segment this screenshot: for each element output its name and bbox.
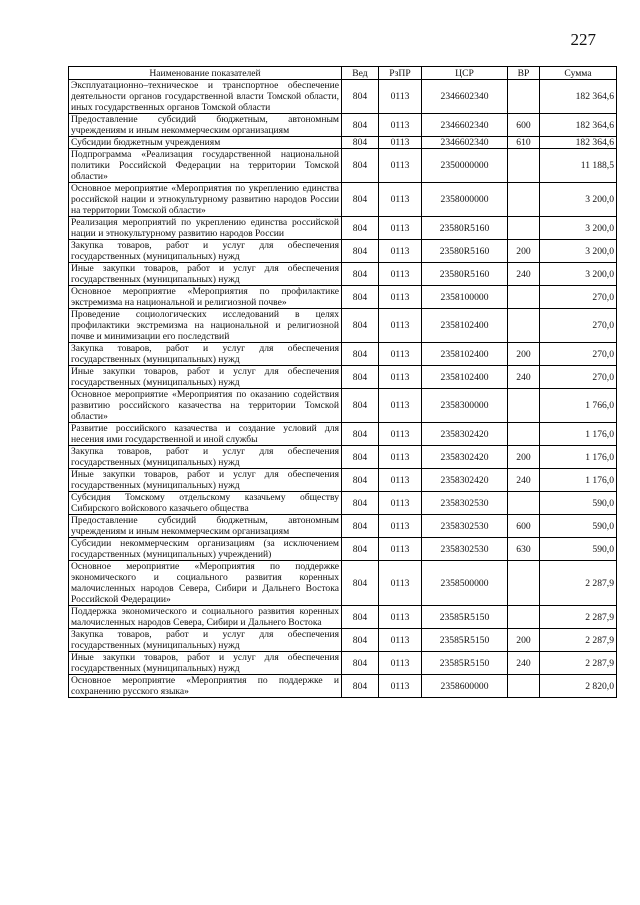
cell-csr: 2358102400 [422, 366, 508, 389]
cell-name: Основное мероприятие «Мероприятия по оказанию содействия развитию российского казачества на территории Томской области» [69, 389, 342, 423]
cell-vr: 200 [508, 240, 540, 263]
cell-ved: 804 [342, 217, 379, 240]
cell-vr [508, 80, 540, 114]
cell-ved: 804 [342, 149, 379, 183]
cell-vr: 610 [508, 137, 540, 149]
cell-rzpr: 0113 [379, 538, 422, 561]
cell-vr: 240 [508, 652, 540, 675]
cell-ved: 804 [342, 114, 379, 137]
cell-csr: 23580R5160 [422, 240, 508, 263]
cell-sum: 2 287,9 [540, 561, 617, 606]
table-row [69, 80, 617, 114]
cell-ved: 804 [342, 286, 379, 309]
cell-rzpr: 0113 [379, 469, 422, 492]
cell-name: Основное мероприятие «Мероприятия по поддержке и сохранению русского языка» [69, 675, 342, 698]
page-number: 227 [570, 30, 596, 49]
cell-csr: 2358000000 [422, 183, 508, 217]
cell-rzpr: 0113 [379, 561, 422, 606]
cell-vr [508, 309, 540, 343]
cell-rzpr: 0113 [379, 652, 422, 675]
cell-csr: 23585R5150 [422, 606, 508, 629]
cell-sum: 270,0 [540, 366, 617, 389]
cell-vr [508, 389, 540, 423]
table-row [69, 309, 617, 343]
cell-ved: 804 [342, 446, 379, 469]
cell-sum: 270,0 [540, 286, 617, 309]
cell-rzpr: 0113 [379, 263, 422, 286]
table-row [69, 652, 617, 675]
cell-sum: 270,0 [540, 343, 617, 366]
cell-name: Предоставление субсидий бюджетным, автономным учреждениям и иным некоммерческим организациям [69, 515, 342, 538]
cell-ved: 804 [342, 423, 379, 446]
cell-name: Поддержка экономического и социального развития коренных малочисленных народов Севера, Сибири и Дальнего Востока [69, 606, 342, 629]
cell-rzpr: 0113 [379, 343, 422, 366]
cell-sum: 182 364,6 [540, 137, 617, 149]
cell-vr [508, 423, 540, 446]
cell-vr: 200 [508, 343, 540, 366]
table-row [69, 423, 617, 446]
cell-csr: 23580R5160 [422, 217, 508, 240]
cell-ved: 804 [342, 366, 379, 389]
cell-rzpr: 0113 [379, 675, 422, 698]
cell-vr [508, 149, 540, 183]
cell-ved: 804 [342, 309, 379, 343]
table-row [69, 183, 617, 217]
table-row [69, 240, 617, 263]
table-row [69, 286, 617, 309]
cell-sum: 3 200,0 [540, 217, 617, 240]
cell-sum: 11 188,5 [540, 149, 617, 183]
cell-sum: 182 364,6 [540, 80, 617, 114]
cell-rzpr: 0113 [379, 629, 422, 652]
cell-vr: 200 [508, 629, 540, 652]
cell-ved: 804 [342, 343, 379, 366]
cell-ved: 804 [342, 492, 379, 515]
cell-sum: 3 200,0 [540, 183, 617, 217]
cell-sum: 182 364,6 [540, 114, 617, 137]
cell-csr: 2358302420 [422, 469, 508, 492]
cell-sum: 2 287,9 [540, 652, 617, 675]
cell-vr [508, 606, 540, 629]
table-row [69, 149, 617, 183]
cell-rzpr: 0113 [379, 366, 422, 389]
cell-sum: 1 176,0 [540, 423, 617, 446]
cell-vr [508, 675, 540, 698]
cell-vr: 630 [508, 538, 540, 561]
table-header-row [69, 67, 617, 80]
header-rzpr: РзПР [379, 67, 422, 80]
cell-rzpr: 0113 [379, 309, 422, 343]
cell-rzpr: 0113 [379, 217, 422, 240]
cell-ved: 804 [342, 469, 379, 492]
cell-name: Предоставление субсидий бюджетным, автономным учреждениям и иным некоммерческим организациям [69, 114, 342, 137]
cell-name: Развитие российского казачества и создание условий для несения ими государственной и иной службы [69, 423, 342, 446]
cell-name: Иные закупки товаров, работ и услуг для обеспечения государственных (муниципальных) нужд [69, 366, 342, 389]
cell-rzpr: 0113 [379, 606, 422, 629]
cell-rzpr: 0113 [379, 389, 422, 423]
table-row [69, 137, 617, 149]
cell-name: Подпрограмма «Реализация государственной национальной политики Российской Федерации на территории Томской области» [69, 149, 342, 183]
table-row [69, 469, 617, 492]
cell-rzpr: 0113 [379, 80, 422, 114]
table-row [69, 606, 617, 629]
cell-ved: 804 [342, 561, 379, 606]
table-row [69, 389, 617, 423]
cell-csr: 2358302420 [422, 446, 508, 469]
cell-sum: 1 766,0 [540, 389, 617, 423]
cell-name: Закупка товаров, работ и услуг для обеспечения государственных (муниципальных) нужд [69, 343, 342, 366]
cell-csr: 2358302530 [422, 515, 508, 538]
cell-csr: 2358302530 [422, 538, 508, 561]
cell-vr: 240 [508, 263, 540, 286]
table-row [69, 675, 617, 698]
cell-sum: 270,0 [540, 309, 617, 343]
cell-rzpr: 0113 [379, 114, 422, 137]
cell-ved: 804 [342, 263, 379, 286]
table-row [69, 538, 617, 561]
cell-vr [508, 183, 540, 217]
cell-name: Проведение социологических исследований в целях профилактики экстремизма на национальной и религиозной почве и минимизации его последствий [69, 309, 342, 343]
cell-name: Субсидии бюджетным учреждениям [69, 137, 342, 149]
cell-sum: 590,0 [540, 538, 617, 561]
cell-csr: 2358302420 [422, 423, 508, 446]
cell-name: Иные закупки товаров, работ и услуг для обеспечения государственных (муниципальных) нужд [69, 469, 342, 492]
cell-csr: 23585R5150 [422, 652, 508, 675]
cell-sum: 1 176,0 [540, 469, 617, 492]
table-row [69, 217, 617, 240]
cell-rzpr: 0113 [379, 446, 422, 469]
table-row [69, 515, 617, 538]
cell-rzpr: 0113 [379, 286, 422, 309]
cell-sum: 2 820,0 [540, 675, 617, 698]
header-csr: ЦСР [422, 67, 508, 80]
header-ved: Вед [342, 67, 379, 80]
cell-csr: 2358600000 [422, 675, 508, 698]
table-row [69, 629, 617, 652]
cell-sum: 1 176,0 [540, 446, 617, 469]
cell-csr: 2358500000 [422, 561, 508, 606]
cell-csr: 23585R5150 [422, 629, 508, 652]
cell-vr [508, 492, 540, 515]
cell-ved: 804 [342, 629, 379, 652]
cell-name: Основное мероприятие «Мероприятия по укреплению единства российской нации и этнокультурному развитию народов России на территории Томской области» [69, 183, 342, 217]
cell-csr: 23580R5160 [422, 263, 508, 286]
cell-name: Основное мероприятие «Мероприятия по профилактике экстремизма на национальной и религиозной почве» [69, 286, 342, 309]
table-body [69, 80, 617, 698]
cell-sum: 590,0 [540, 515, 617, 538]
cell-sum: 3 200,0 [540, 263, 617, 286]
cell-rzpr: 0113 [379, 515, 422, 538]
cell-rzpr: 0113 [379, 183, 422, 217]
cell-ved: 804 [342, 137, 379, 149]
cell-ved: 804 [342, 606, 379, 629]
cell-vr [508, 217, 540, 240]
cell-rzpr: 0113 [379, 492, 422, 515]
cell-vr: 240 [508, 366, 540, 389]
cell-csr: 2358102400 [422, 343, 508, 366]
cell-ved: 804 [342, 675, 379, 698]
table-row [69, 366, 617, 389]
header-sum: Сумма [540, 67, 617, 80]
cell-vr: 600 [508, 515, 540, 538]
table-row [69, 114, 617, 137]
cell-rzpr: 0113 [379, 240, 422, 263]
table-row [69, 561, 617, 606]
cell-sum: 2 287,9 [540, 629, 617, 652]
cell-ved: 804 [342, 652, 379, 675]
cell-csr: 2346602340 [422, 114, 508, 137]
cell-vr: 200 [508, 446, 540, 469]
cell-ved: 804 [342, 80, 379, 114]
cell-csr: 2350000000 [422, 149, 508, 183]
cell-name: Реализация мероприятий по укреплению единства российской нации и этнокультурному развитию народов России [69, 217, 342, 240]
cell-csr: 2346602340 [422, 137, 508, 149]
cell-name: Основное мероприятие «Мероприятия по поддержке экономического и социального развития коренных малочисленных народов Севера, Сибири и Дальнего Востока Российской Федерации» [69, 561, 342, 606]
cell-ved: 804 [342, 515, 379, 538]
cell-name: Закупка товаров, работ и услуг для обеспечения государственных (муниципальных) нужд [69, 446, 342, 469]
header-vr: ВР [508, 67, 540, 80]
cell-rzpr: 0113 [379, 423, 422, 446]
cell-csr: 2346602340 [422, 80, 508, 114]
cell-ved: 804 [342, 183, 379, 217]
table-row [69, 343, 617, 366]
cell-name: Иные закупки товаров, работ и услуг для обеспечения государственных (муниципальных) нужд [69, 652, 342, 675]
cell-ved: 804 [342, 389, 379, 423]
cell-name: Закупка товаров, работ и услуг для обеспечения государственных (муниципальных) нужд [69, 240, 342, 263]
cell-ved: 804 [342, 240, 379, 263]
cell-vr [508, 561, 540, 606]
cell-name: Иные закупки товаров, работ и услуг для обеспечения государственных (муниципальных) нужд [69, 263, 342, 286]
cell-sum: 3 200,0 [540, 240, 617, 263]
table-row [69, 492, 617, 515]
cell-vr: 600 [508, 114, 540, 137]
cell-name: Закупка товаров, работ и услуг для обеспечения государственных (муниципальных) нужд [69, 629, 342, 652]
cell-sum: 2 287,9 [540, 606, 617, 629]
cell-csr: 2358302530 [422, 492, 508, 515]
cell-vr [508, 286, 540, 309]
cell-vr: 240 [508, 469, 540, 492]
cell-name: Эксплуатационно–техническое и транспортное обеспечение деятельности органов государственной власти Томской области, иных государственных органов Томской области [69, 80, 342, 114]
table-row [69, 263, 617, 286]
cell-name: Субсидии некоммерческим организациям (за исключением государственных (муниципальных) учреждений) [69, 538, 342, 561]
budget-table [68, 66, 617, 698]
table-row [69, 446, 617, 469]
cell-rzpr: 0113 [379, 137, 422, 149]
cell-csr: 2358300000 [422, 389, 508, 423]
cell-ved: 804 [342, 538, 379, 561]
header-name: Наименование показателей [69, 67, 342, 80]
cell-sum: 590,0 [540, 492, 617, 515]
cell-csr: 2358102400 [422, 309, 508, 343]
cell-csr: 2358100000 [422, 286, 508, 309]
cell-name: Субсидия Томскому отдельскому казачьему обществу Сибирского войскового казачьего общества [69, 492, 342, 515]
cell-rzpr: 0113 [379, 149, 422, 183]
